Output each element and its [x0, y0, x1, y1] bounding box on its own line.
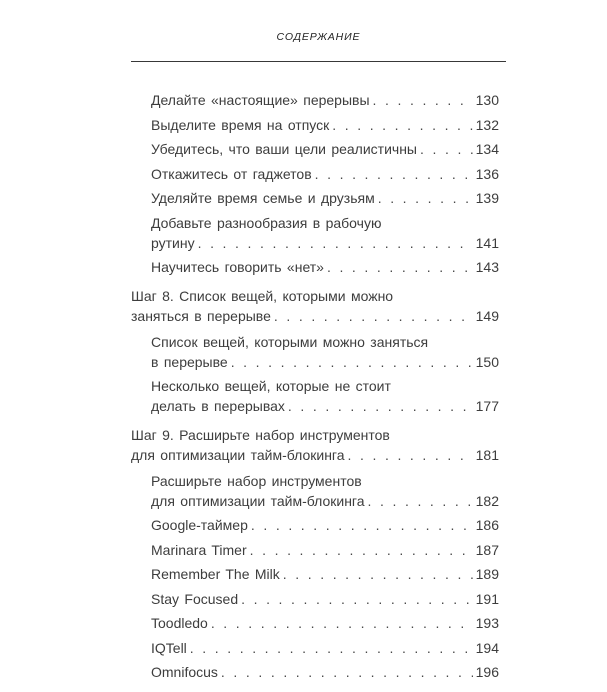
toc-entry-text: рутину	[151, 234, 195, 251]
toc-entry-text: Несколько вещей, которые не стоит	[151, 378, 391, 394]
toc-entry-text: Stay Focused	[151, 590, 239, 607]
page-title: СОДЕРЖАНИЕ	[276, 31, 361, 43]
toc-entry-text: Выделите время на отпуск	[151, 116, 330, 133]
dot-leader	[365, 491, 473, 511]
toc-entry-row	[151, 90, 499, 110]
toc-entry-text: Marinara Timer	[151, 541, 247, 558]
toc-entry-row	[151, 115, 499, 135]
page-number: 181	[475, 447, 499, 463]
toc-entry-row	[151, 662, 499, 682]
toc-entry	[131, 286, 506, 326]
toc-entry	[131, 515, 506, 535]
toc-entry	[131, 471, 506, 511]
toc-entry-text: Расширьте набор инструментов	[151, 472, 362, 489]
dot-leader	[280, 564, 473, 584]
toc-entry	[131, 188, 506, 208]
page-number: 194	[475, 639, 499, 656]
dot-leader	[285, 396, 473, 416]
toc-entry-text: Remember The Milk	[151, 566, 280, 582]
toc-entry-text: Откажитесь от гаджетов	[151, 165, 312, 182]
toc-entry-text: заняться в перерыве	[131, 308, 271, 324]
toc-entry-row	[151, 491, 499, 511]
page-number: 150	[475, 353, 499, 370]
toc-entry-row	[151, 164, 499, 184]
toc-entry	[131, 540, 506, 560]
toc-entry-text: Шаг 8. Список вещей, которыми можно	[131, 288, 394, 304]
dot-leader	[329, 115, 472, 135]
toc-entry-row	[151, 589, 499, 609]
toc-entry-text: Уделяйте время семье и друзьям	[151, 190, 375, 206]
dot-leader	[228, 352, 473, 372]
dot-leader	[187, 638, 473, 658]
toc-entry	[131, 376, 506, 416]
toc-entry	[131, 115, 506, 135]
toc-entry	[131, 613, 506, 633]
toc-entry-text: Научитесь говорить «нет»	[151, 259, 324, 275]
toc-entry	[131, 213, 506, 253]
toc-entry-row	[151, 352, 499, 372]
toc-entry-text: Добавьте разнообразия в рабочую	[151, 214, 382, 231]
dot-leader	[370, 90, 473, 110]
header-rule	[131, 61, 506, 62]
toc-entry-row	[131, 445, 499, 465]
toc-entry-text: для оптимизации тайм-блокинга	[131, 447, 345, 463]
toc-entry	[131, 425, 506, 465]
toc-entry-row	[151, 188, 499, 208]
toc-entry	[131, 564, 506, 584]
toc-entry	[131, 139, 506, 159]
page-number: 187	[475, 541, 499, 558]
page-number: 191	[475, 590, 499, 607]
dot-leader	[247, 540, 473, 560]
toc-entry-text: для оптимизации тайм-блокинга	[151, 492, 365, 509]
page-number: 134	[475, 141, 499, 157]
page-number: 193	[475, 615, 499, 631]
toc-entry	[131, 638, 506, 658]
toc-entry-row	[131, 306, 499, 326]
toc-entry	[131, 90, 506, 110]
dot-leader	[375, 188, 473, 208]
dot-leader	[248, 515, 473, 535]
page-number: 177	[475, 398, 499, 414]
toc-entry-row	[151, 257, 499, 277]
toc-entry-text: Google-таймер	[151, 517, 248, 533]
toc-entry-row	[151, 564, 499, 584]
dot-leader	[208, 613, 473, 633]
toc-entry-row	[151, 540, 499, 560]
dot-leader	[218, 662, 473, 682]
toc-entry	[131, 164, 506, 184]
page-number: 196	[475, 664, 499, 680]
toc-entry-text: Список вещей, которыми можно заняться	[151, 333, 429, 350]
page-number: 182	[475, 492, 499, 509]
toc-list	[131, 90, 506, 682]
dot-leader	[417, 139, 473, 159]
toc-entry-row	[151, 233, 499, 253]
toc-entry-text: Omnifocus	[151, 664, 218, 680]
toc-entry	[131, 662, 506, 682]
page-number: 186	[475, 517, 499, 533]
toc-entry-text: Toodledo	[151, 615, 208, 631]
page-number: 136	[475, 165, 499, 182]
page-number: 130	[475, 92, 499, 108]
dot-leader	[345, 445, 473, 465]
toc-entry-text: Убедитесь, что ваши цели реалистичны	[151, 141, 417, 157]
page-number: 132	[475, 116, 499, 133]
page-number: 143	[475, 259, 499, 275]
page-number: 139	[475, 190, 499, 206]
dot-leader	[324, 257, 473, 277]
toc-entry-text: Шаг 9. Расширьте набор инструментов	[131, 427, 390, 443]
running-head	[131, 0, 506, 45]
dot-leader	[271, 306, 473, 326]
dot-leader	[312, 164, 473, 184]
toc-entry-text: Делайте «настоящие» перерывы	[151, 92, 370, 108]
toc-entry-text: в перерыве	[151, 353, 228, 370]
toc-entry	[131, 589, 506, 609]
toc-entry-row	[151, 613, 499, 633]
toc-entry-row	[151, 139, 499, 159]
toc-entry-row	[151, 638, 499, 658]
toc-entry-text: IQTell	[151, 639, 187, 656]
toc-entry-row	[151, 515, 499, 535]
dot-leader	[195, 233, 473, 253]
toc-entry-row	[151, 396, 499, 416]
toc-entry-text: делать в перерывах	[151, 398, 285, 414]
toc-entry	[131, 332, 506, 372]
page-number: 149	[475, 308, 499, 324]
page-number: 141	[475, 234, 499, 251]
toc-entry	[131, 257, 506, 277]
dot-leader	[238, 589, 473, 609]
page-number: 189	[475, 566, 499, 582]
